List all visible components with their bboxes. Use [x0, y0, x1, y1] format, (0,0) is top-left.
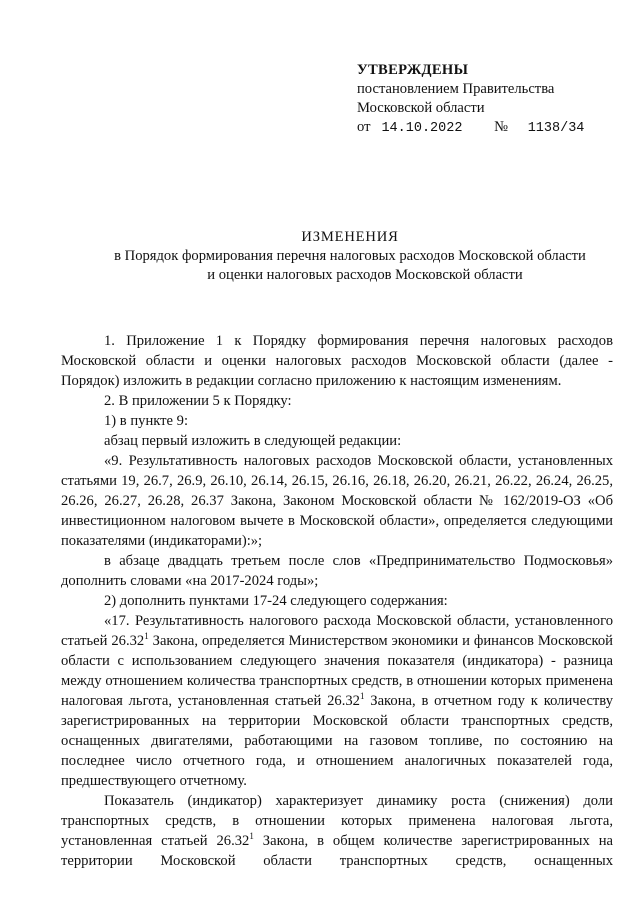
paragraph-9-part-a: Показатель (индикатор) характеризует динамику роста (снижения) доли транспортных средств, в отношении которых применена налоговая льгота, установленная статьей 26.32 [61, 793, 613, 849]
superscript-1: 1 [144, 631, 149, 642]
paragraph-8-part-a: «17. Результативность налогового расхода Московской области, установленного статьей 26.32 [61, 613, 613, 649]
document-title [60, 228, 640, 285]
paragraph-4: абзац первый изложить в следующей редакции: [104, 433, 402, 449]
paragraph-9-part-b: Закона, в общем количестве зарегистрированных на территории Московской области транспортных средств, оснащенных [61, 833, 613, 869]
title-line-1: в Порядок формирования перечня налоговых расходов Московской области [114, 248, 586, 264]
paragraph-7: 2) дополнить пунктами 17-24 следующего содержания: [104, 593, 448, 609]
approval-line-1: постановлением Правительства [357, 81, 555, 97]
paragraph-2: 2. В приложении 5 к Порядку: [104, 393, 292, 409]
paragraph-1: 1. Приложение 1 к Порядку формирования перечня налоговых расходов Московской области и оценки налоговых расходов Московской области (далее - Порядок) изложить в редакции согласно приложению к настоящим изменениям. [61, 333, 613, 389]
approval-date: 14.10.2022 [381, 121, 463, 136]
approval-from-label: от [357, 119, 371, 135]
approval-stamp [357, 61, 627, 138]
title-heading: ИЗМЕНЕНИЯ [301, 229, 399, 245]
paragraph-6: в абзаце двадцать третьем после слов «Предпринимательство Подмосковья» дополнить словами «на 2017-2024 годы»; [61, 553, 613, 589]
superscript-1: 1 [359, 691, 365, 702]
approval-number: 1138/34 [527, 121, 585, 136]
paragraph-8 [61, 611, 613, 791]
document-body [61, 331, 613, 871]
approval-date-line [357, 118, 627, 138]
approval-line-2: Московской области [357, 100, 485, 116]
paragraph-8-part-c: Закона, в отчетном году к количеству зарегистрированных на территории Московской области транспортных средств, оснащенных двигателями, работающими на газовом топливе, по состоянию на последнее число отчетного года, и отношением аналогичных показателей года, предшествующего отчетному. [61, 693, 613, 789]
approval-number-sign: № [494, 119, 509, 135]
paragraph-9 [61, 791, 613, 871]
superscript-1: 1 [249, 831, 254, 842]
paragraph-5: «9. Результативность налоговых расходов Московской области, установленных статьями 19, 26.7, 26.9, 26.10, 26.14, 26.15, 26.16, 26.18, 26.20, 26.21, 26.22, 26.24, 26.25, 26.26, 26.27, 26.28, 26.37 Закона, Законом Московской области № 162/2019-ОЗ «Об инвестиционном налоговом вычете в Московской области», определяется следующими показателями (индикаторами):»; [61, 453, 613, 549]
title-line-2: и оценки налоговых расходов Московской области [207, 267, 523, 283]
approval-heading: УТВЕРЖДЕНЫ [357, 62, 469, 78]
paragraph-3: 1) в пункте 9: [104, 413, 189, 429]
paragraph-8-part-b: Закона, определяется Министерством экономики и финансов Московской области с использованием следующего значения показателя (индикатора) - разница между отношением количества транспортных средств, в отношении которых применена налоговая льгота, установленная статьей 26.32 [61, 633, 613, 709]
